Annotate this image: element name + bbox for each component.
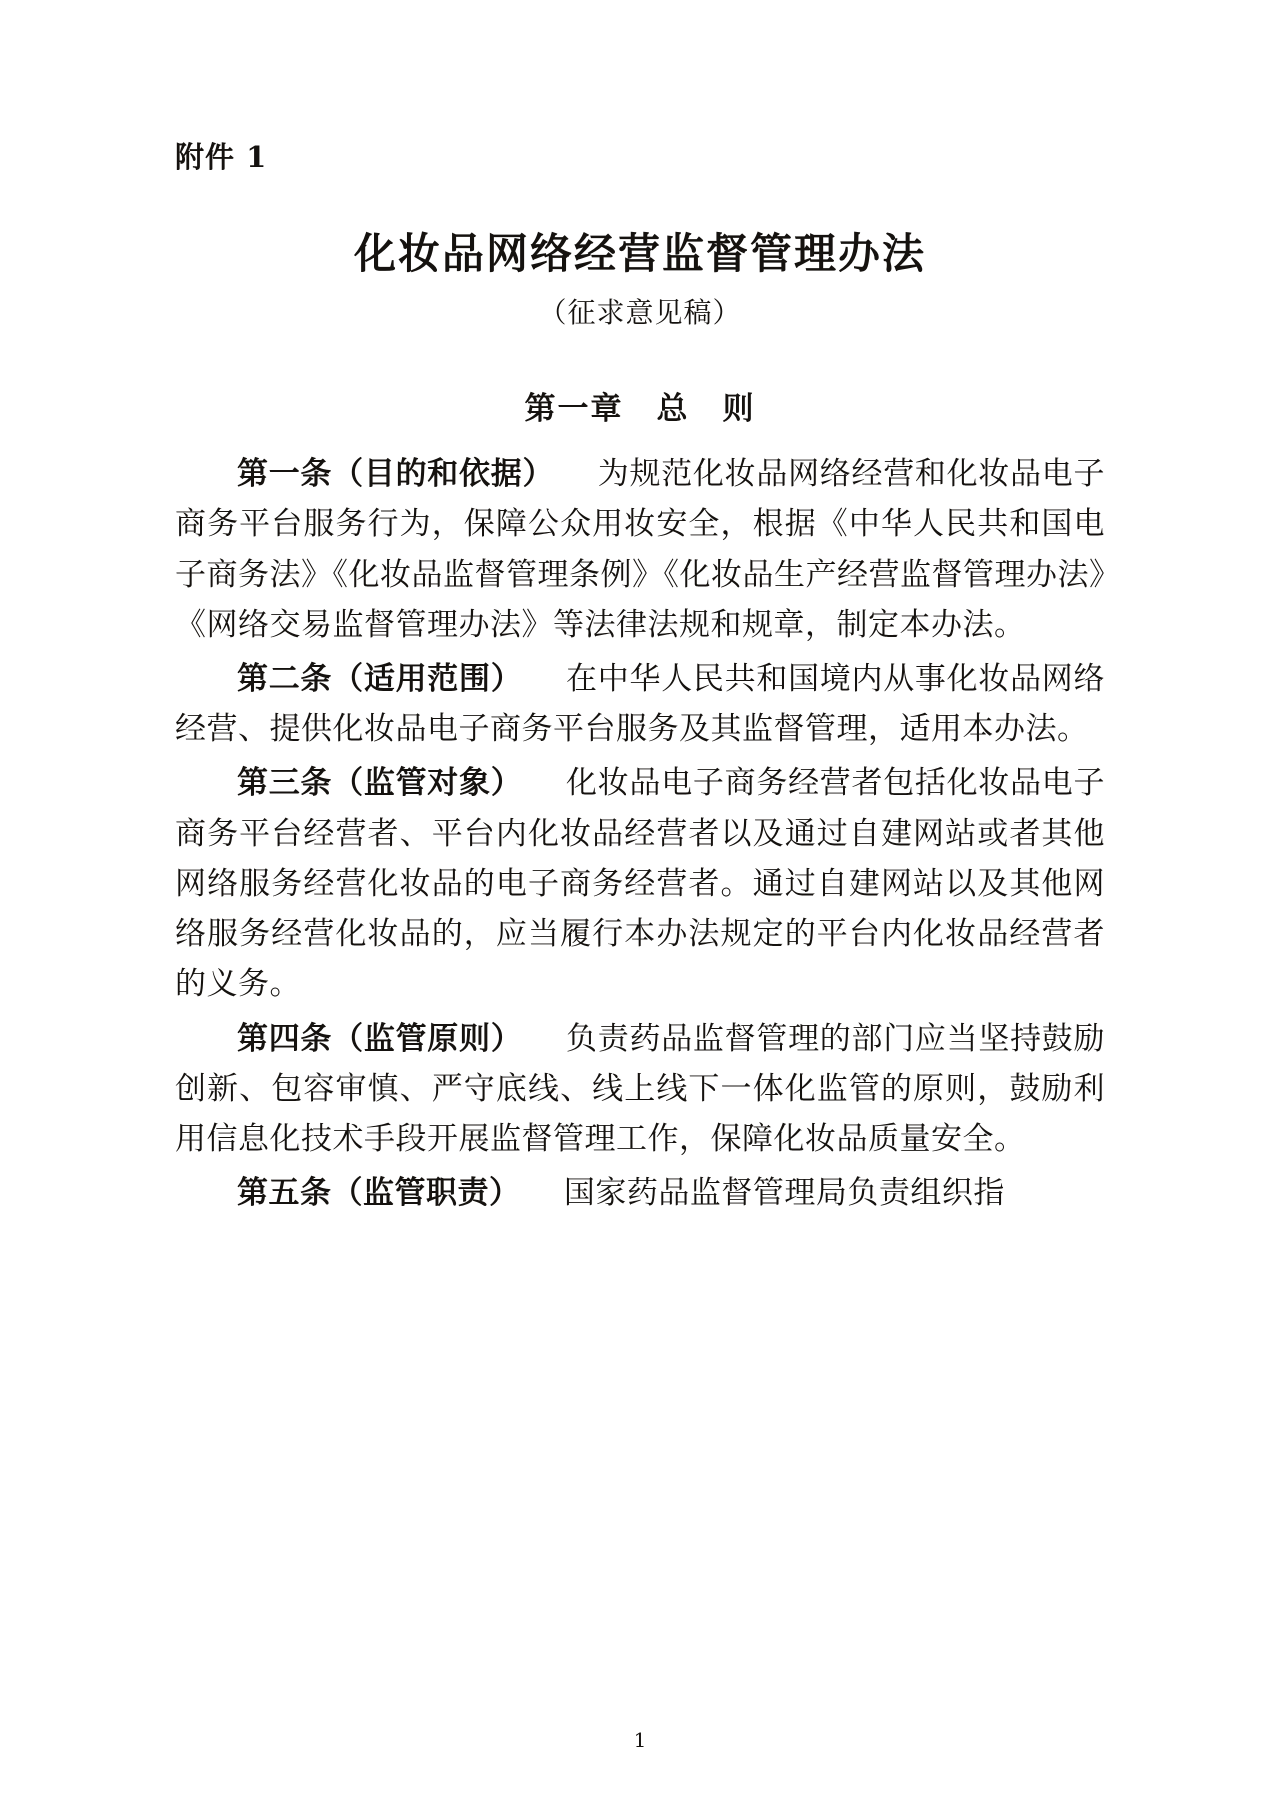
article-paragraph bbox=[175, 1168, 1105, 1218]
article-body: 为规范化妆品网络经营和化妆品电子商务平台服务行为，保障公众用妆安全，根据《中华人民共和国电子商务法》《化妆品监督管理条例》《化妆品生产经营监督管理办法》《网络交易监督管理办法》等法律法规和规章，制定本办法。 bbox=[175, 456, 1106, 643]
article-paragraph bbox=[175, 654, 1105, 754]
article-body: 国家药品监督管理局负责组织指 bbox=[563, 1175, 1005, 1212]
article-paragraph bbox=[175, 758, 1105, 1009]
article-body: 化妆品电子商务经营者包括化妆品电子商务平台经营者、平台内化妆品经营者以及通过自建网站或者其他网络服务经营化妆品的电子商务经营者。通过自建网站以及其他网络服务经营化妆品的，应当履行本办法规定的平台内化妆品经营者的义务。 bbox=[175, 765, 1106, 1003]
article-body: 在中华人民共和国境内从事化妆品网络经营、提供化妆品电子商务平台服务及其监督管理，适用本办法。 bbox=[175, 661, 1106, 748]
page-title: 化妆品网络经营监督管理办法 bbox=[353, 228, 926, 278]
article-paragraph bbox=[175, 1014, 1105, 1165]
document-subtitle: （征求意见稿） bbox=[538, 296, 742, 330]
attachment-label: 附件 1 bbox=[175, 140, 268, 174]
article-title: 第二条（适用范围） bbox=[237, 661, 523, 698]
article-title: 第三条（监管对象） bbox=[237, 765, 523, 802]
article-title: 第四条（监管原则） bbox=[237, 1020, 523, 1057]
page-number: 1 bbox=[633, 1728, 647, 1752]
article-title: 第五条（监管职责） bbox=[237, 1175, 521, 1212]
chapter-heading: 第一章 总 则 bbox=[524, 390, 756, 427]
article-title: 第一条（目的和依据） bbox=[237, 456, 555, 493]
article-paragraph bbox=[175, 449, 1105, 650]
article-body: 负责药品监督管理的部门应当坚持鼓励创新、包容审慎、严守底线、线上线下一体化监管的原则，鼓励利用信息化技术手段开展监督管理工作，保障化妆品质量安全。 bbox=[175, 1020, 1106, 1158]
